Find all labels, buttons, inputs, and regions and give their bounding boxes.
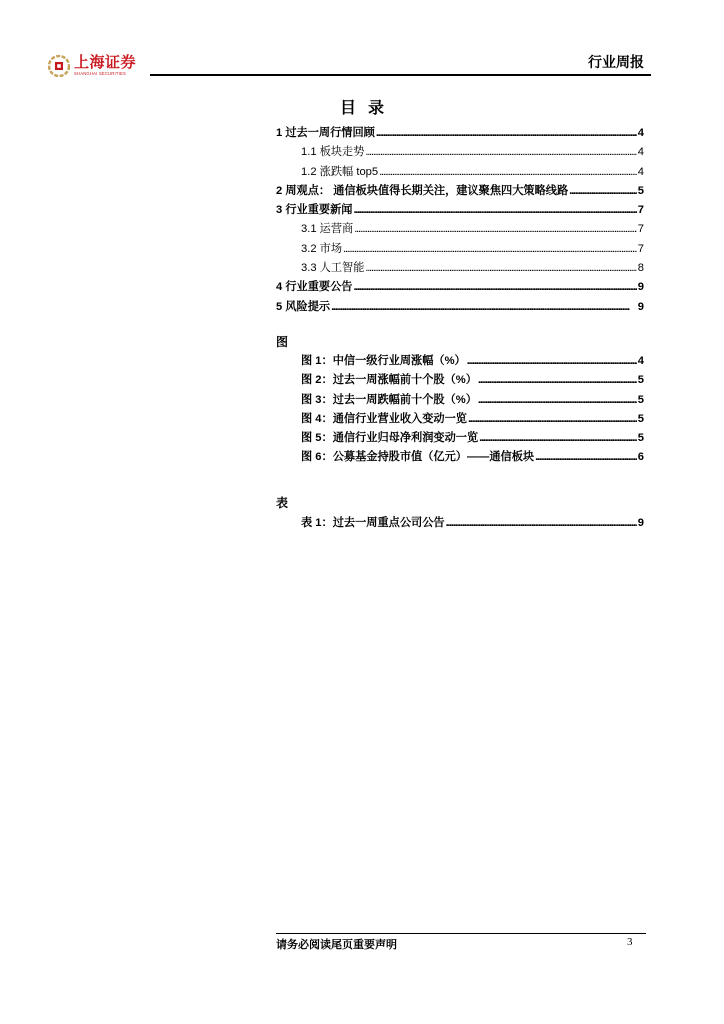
- toc-entry-page: 4: [637, 146, 644, 159]
- toc-entry-page: 5: [637, 184, 644, 197]
- footer-divider: [276, 933, 646, 934]
- leader-dots: [446, 517, 637, 529]
- leader-dots: [478, 374, 637, 386]
- toc-entry[interactable]: [276, 220, 644, 239]
- leader-dots: [365, 262, 636, 274]
- leader-dots: [478, 394, 637, 406]
- figure-entry-text: 图 1：中信一级行业周涨幅（%）: [301, 355, 466, 367]
- report-type: 行业周报: [588, 54, 644, 70]
- toc-entry[interactable]: [276, 124, 644, 143]
- leader-dots: [331, 301, 637, 313]
- toc-entry-page: 8: [637, 262, 644, 275]
- table-entry-page: 9: [637, 517, 644, 529]
- figure-entry-page: 5: [637, 393, 644, 406]
- table-list: [276, 514, 644, 533]
- figure-entry[interactable]: [276, 429, 644, 448]
- toc-list: [276, 124, 644, 317]
- figures-heading: 图: [276, 335, 289, 349]
- leader-dots: [353, 204, 636, 216]
- toc-entry[interactable]: [276, 278, 644, 297]
- toc-entry-page: 7: [637, 204, 644, 217]
- toc-entry-text: 3.3 人工智能: [301, 262, 365, 275]
- figure-entry-page: 5: [637, 432, 644, 445]
- toc-entry-text: 4 行业重要公告: [276, 281, 353, 294]
- leader-dots: [467, 355, 637, 367]
- logo-name-en: SHANGHAI SECURITIES: [74, 71, 126, 77]
- toc-title: 目录: [339, 100, 396, 117]
- logo-emblem-icon: [48, 55, 70, 77]
- toc-entry[interactable]: [276, 240, 644, 259]
- toc-entry[interactable]: [276, 259, 644, 278]
- company-logo: [48, 55, 136, 77]
- table-entry-text: 表 1：过去一周重点公司公告: [301, 517, 445, 529]
- toc-entry-text: 3 行业重要新闻: [276, 204, 353, 217]
- table-entry[interactable]: [276, 514, 644, 533]
- toc-entry-text: 1.2 涨跌幅 top5: [301, 165, 379, 178]
- figure-list: [276, 352, 644, 468]
- leader-dots: [343, 243, 637, 255]
- figure-entry-text: 图 6：公募基金持股市值（亿元）——通信板块: [301, 451, 535, 464]
- toc-entry[interactable]: [276, 163, 644, 182]
- figure-entry[interactable]: [276, 352, 644, 371]
- toc-entry-page: 7: [637, 242, 644, 255]
- tables-heading: 表: [276, 496, 289, 510]
- figure-entry[interactable]: [276, 391, 644, 410]
- leader-dots: [479, 432, 637, 444]
- figure-entry[interactable]: [276, 371, 644, 390]
- figure-entry-page: 5: [637, 412, 644, 425]
- figure-entry-page: 6: [637, 451, 644, 464]
- leader-dots: [353, 281, 636, 293]
- leader-dots: [365, 146, 636, 158]
- toc-entry-text: 1.1 板块走势: [301, 146, 365, 159]
- figure-entry-page: 4: [637, 355, 644, 367]
- toc-entry[interactable]: [276, 201, 644, 220]
- toc-entry[interactable]: [276, 143, 644, 162]
- figure-entry-page: 5: [637, 374, 644, 387]
- figure-entry-text: 图 4：通信行业营业收入变动一览: [301, 412, 467, 425]
- leader-dots: [468, 413, 637, 425]
- footer-disclaimer: 请务必阅读尾页重要声明: [276, 939, 397, 951]
- toc-entry-text: 1 过去一周行情回顾: [276, 127, 375, 139]
- figure-entry-text: 图 2：过去一周涨幅前十个股（%）: [301, 374, 477, 387]
- figure-entry[interactable]: [276, 410, 644, 429]
- toc-entry[interactable]: [276, 182, 644, 201]
- figure-entry-text: 图 5：通信行业归母净利润变动一览: [301, 432, 479, 445]
- toc-entry-text: 3.2 市场: [301, 242, 343, 255]
- logo-name-cn: 上海证券: [74, 54, 137, 72]
- toc-entry-page: 9: [637, 281, 644, 294]
- toc-entry-text: 5 风险提示: [276, 300, 331, 313]
- leader-dots: [569, 185, 637, 197]
- leader-dots: [379, 166, 637, 178]
- toc-entry-page: 4: [637, 127, 644, 139]
- leader-dots: [535, 451, 637, 463]
- toc-entry-page: 4: [637, 165, 644, 178]
- leader-dots: [376, 127, 637, 139]
- toc-entry-page: 7: [637, 223, 644, 236]
- toc-entry[interactable]: [276, 298, 644, 317]
- header-divider: [150, 74, 651, 76]
- figure-entry[interactable]: [276, 448, 644, 467]
- toc-entry-page: 9: [637, 300, 644, 313]
- page-number: 3: [627, 936, 633, 948]
- leader-dots: [354, 223, 637, 235]
- figure-entry-text: 图 3：过去一周跌幅前十个股（%）: [301, 393, 477, 406]
- toc-entry-text: 3.1 运营商: [301, 223, 354, 236]
- toc-entry-text: 2 周观点： 通信板块值得长期关注，建议聚焦四大策略线路: [276, 184, 569, 197]
